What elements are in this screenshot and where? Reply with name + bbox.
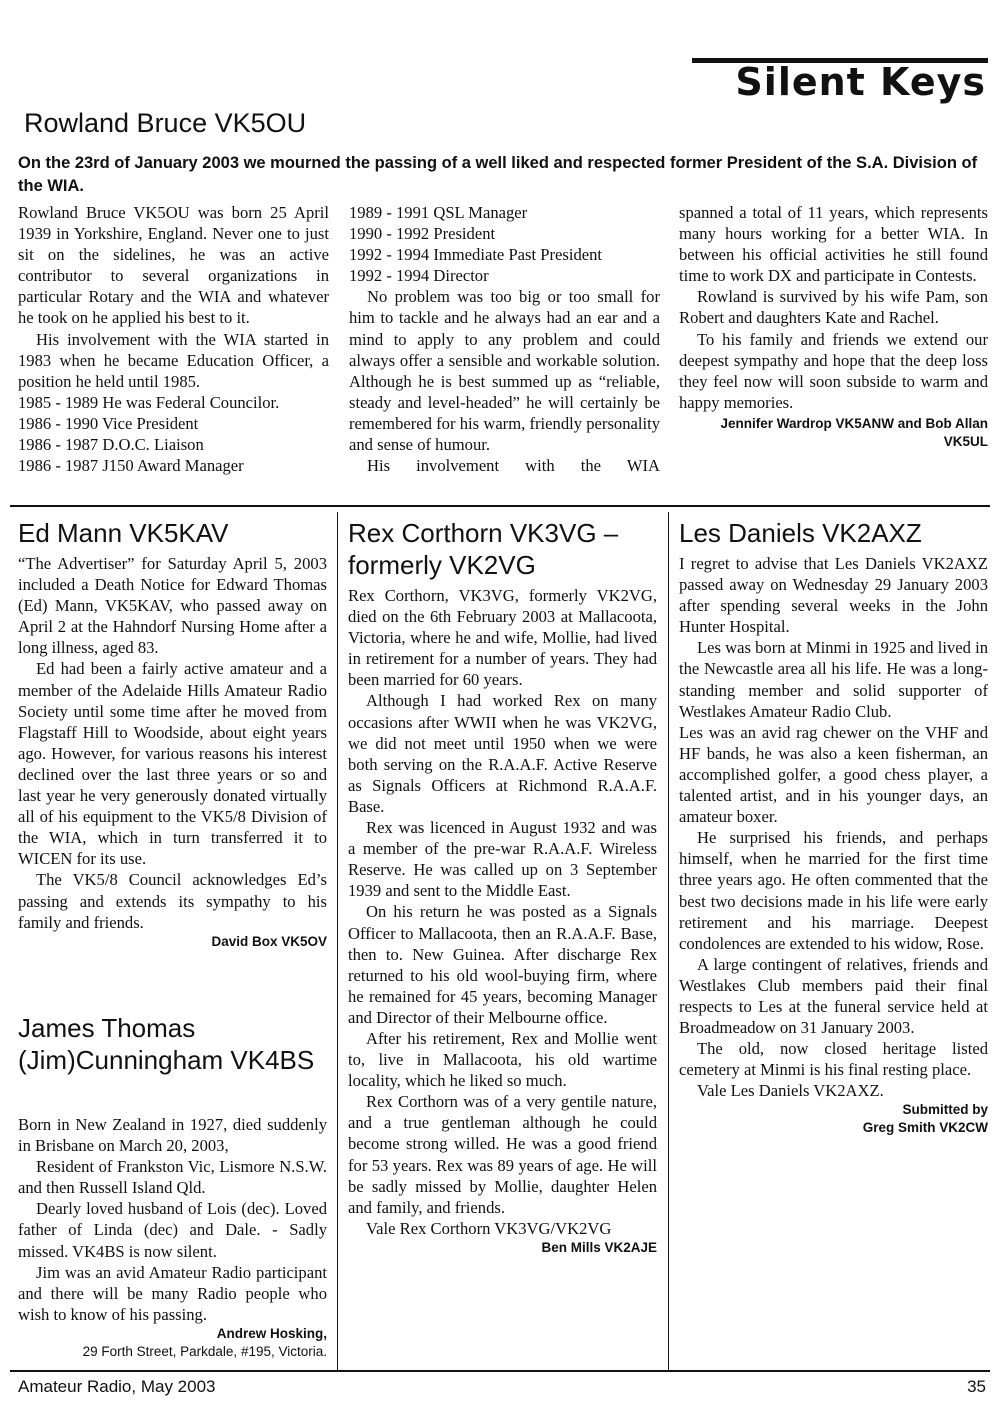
paragraph: Vale Rex Corthorn VK3VG/VK2VG (366, 1218, 612, 1238)
signature: Greg Smith VK2CW (862, 1120, 988, 1136)
paragraph: On his return he was posted as a Signals Officer to Mallacoota, then an R.A.A.F. Base, then to. New Guinea. After discharge Rex returned to his old wool-buying firm, where he remained for 45 years, becoming Manager and Director of their Melbourne office. (348, 902, 657, 1027)
signature: David Box VK5OV (211, 933, 327, 949)
article5-body (679, 553, 988, 1137)
article2-body (18, 553, 327, 951)
list-item: 1992 - 1994 Immediate Past President (349, 245, 603, 265)
article3-body (18, 1114, 327, 1361)
paragraph: Dearly loved husband of Lois (dec). Loved father of Linda (dec) and Dale. - Sadly missed. VK4BS is now silent. (18, 1199, 327, 1261)
article-heading-ed-mann: Ed Mann VK5KAV (18, 518, 229, 548)
paragraph: Rex Corthorn was of a very gentile nature, and a true gentleman although he could become strong willed. He was a good friend for 53 years. Rex was 89 years of age. He will be sadly missed by Mollie, daughter Helen and family, and friends. (348, 1092, 657, 1217)
paragraph: spanned a total of 11 years, which represents many hours working for a better WIA. In between his official activities he still found time to work DX and participate in Contests. (679, 203, 988, 286)
horizontal-divider (10, 505, 990, 507)
paragraph: Although I had worked Rex on many occasions after WWII when he was VK2VG, we did not meet until 1950 when we were both serving on the R.A.A.F. Active Reserve as Signals Officers at Richmond R.A.A.F. Base. (348, 691, 657, 816)
list-item: 1985 - 1989 He was Federal Councilor. (18, 392, 280, 412)
paragraph: Vale Les Daniels VK2AXZ. (697, 1081, 884, 1101)
paragraph: “The Advertiser” for Saturday April 5, 2003 included a Death Notice for Edward Thomas (Ed) Mann, VK5KAV, who passed away on April 2 at the Hahndorf Nursing Home after a long illness, aged 83. (18, 554, 327, 658)
signature: Jennifer Wardrop VK5ANW and Bob Allan VK5UL (720, 415, 988, 449)
article-heading-rex-corthorn: Rex Corthorn VK3VG – formerly VK2VG (348, 518, 619, 580)
paragraph: I regret to advise that Les Daniels VK2AXZ passed away on Wednesday 29 January 2003 after spending several weeks in the John Hunter Hospital. (679, 554, 988, 637)
article1-column-2 (349, 202, 660, 476)
list-item: 1986 - 1987 J150 Award Manager (18, 456, 244, 476)
signature-label: Submitted by (902, 1102, 988, 1118)
article-lede: On the 23rd of January 2003 we mourned the passing of a well liked and respected former President of the S.A. Division of the WIA. (18, 154, 978, 195)
list-item: 1992 - 1994 Director (349, 266, 489, 286)
article-heading-james-cunningham: James Thomas (Jim)Cunningham VK4BS (18, 1013, 315, 1075)
article4-body (348, 585, 657, 1257)
paragraph: The VK5/8 Council acknowledges Ed’s passing and extends its sympathy to his family and friends. (18, 870, 327, 932)
list-item: 1990 - 1992 President (349, 224, 496, 244)
paragraph: Resident of Frankston Vic, Lismore N.S.W. and then Russell Island Qld. (18, 1157, 327, 1198)
paragraph: Ed had been a fairly active amateur and a member of the Adelaide Hills Amateur Radio Society until some time after he moved from Flagstaff Hill to Woodside, about eight years ago. However, for various reasons his interest declined over the last three years or so and last year he very generously donated virtually all of his equipment to the VK5/8 Division of the WIA, which in turn transferred it to WICEN for its use. (18, 659, 327, 869)
paragraph: He surprised his friends, and perhaps himself, when he married for the first time three years ago. He often commented that the best two decisions made in his life were early retirement and his marriage. Deepest condolences are extended to his widow, Rose. (679, 828, 988, 953)
paragraph: Jim was an avid Amateur Radio participant and there will be many Radio people who wish to know of his passing. (18, 1262, 327, 1324)
article-heading-rowland-bruce: Rowland Bruce VK5OU (24, 108, 307, 138)
paragraph: To his family and friends we extend our deepest sympathy and hope that the deep loss they feel now will soon subside to warm and happy memories. (679, 329, 988, 412)
paragraph: After his retirement, Rex and Mollie went to, live in Mallacoota, his old wartime locality, which he liked so much. (348, 1028, 657, 1091)
paragraph: His involvement with the WIA (367, 456, 660, 476)
paragraph: Rowland Bruce VK5OU was born 25 April 1939 in Yorkshire, England. Never one to just sit on the sidelines, he was an active contributor to several organizations in particular Rotary and the WIA and whatever he took on he applied his best to it. (18, 203, 329, 328)
article1-column-3 (679, 202, 988, 451)
paragraph: Born in New Zealand in 1927, died suddenly in Brisbane on March 20, 2003, (18, 1115, 327, 1156)
article-heading-les-daniels: Les Daniels VK2AXZ (679, 518, 922, 548)
column-divider (668, 512, 669, 1370)
list-item: 1986 - 1990 Vice President (18, 413, 199, 433)
paragraph: Les was born at Minmi in 1925 and lived in the Newcastle area all his life. He was a long-standing member and solid supporter of Westlakes Amateur Radio Club. (679, 638, 988, 721)
signature: Ben Mills VK2AJE (541, 1239, 657, 1255)
paragraph: A large contingent of relatives, friends and Westlakes Club members paid their final respects to Les at the funeral service held at Broadmeadow on 31 January 2003. (679, 954, 988, 1038)
signature-address: 29 Forth Street, Parkdale, #195, Victoria. (82, 1343, 327, 1359)
paragraph: No problem was too big or too small for him to tackle and he always had an ear and a mind to apply to any problem and could always offer a sensible and workable solution. Although he is best summed up as “reliable, steady and level-headed” he will certainly be remembered for his warm, friendly personality and sense of humour. (349, 287, 660, 455)
paragraph: Rex Corthorn, VK3VG, formerly VK2VG, died on the 6th February 2003 at Mallacoota, Victoria, where he and wife, Mollie, had lived in retirement for a number of years. They had been married for 60 years. (348, 586, 657, 690)
paragraph: Rowland is survived by his wife Pam, son Robert and daughters Kate and Rachel. (679, 287, 988, 328)
section-title: Silent Keys (735, 60, 986, 104)
publication-info: Amateur Radio, May 2003 (18, 1377, 216, 1396)
paragraph: His involvement with the WIA started in 1983 when he became Education Officer, a position he held until 1985. (18, 329, 329, 391)
paragraph: The old, now closed heritage listed cemetery at Minmi is his final resting place. (679, 1039, 988, 1080)
paragraph: Rex was licenced in August 1932 and was a member of the pre-war R.A.A.F. Wireless Reserve. He was called up on 3 September 1939 and sent to the Middle East. (348, 818, 657, 901)
column-divider (337, 512, 338, 1370)
paragraph: Les was an avid rag chewer on the VHF and HF bands, he was also a keen fisherman, an accomplished golfer, a good chess player, a talented artist, and in his younger days, an amateur boxer. (679, 722, 988, 827)
footer-divider (10, 1370, 990, 1372)
list-item: 1989 - 1991 QSL Manager (349, 203, 528, 222)
article1-column-1 (18, 202, 329, 476)
signature-name: Andrew Hosking, (216, 1325, 327, 1341)
page-number: 35 (967, 1377, 986, 1396)
list-item: 1986 - 1987 D.O.C. Liaison (18, 435, 204, 455)
